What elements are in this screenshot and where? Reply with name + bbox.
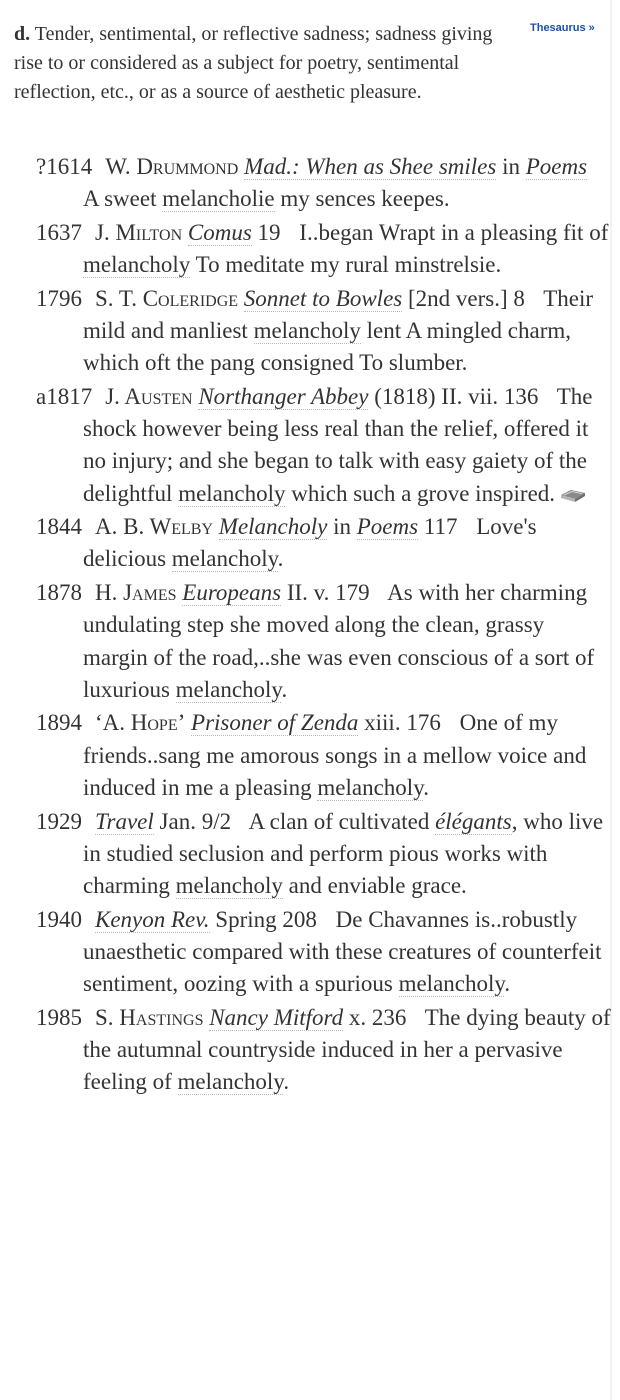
quote-text-mid: , who live in studied seclusion and perform pious works with charming xyxy=(83,808,604,898)
quote-date: a1817 xyxy=(36,383,93,409)
quotation-item xyxy=(36,151,614,215)
quotation-item xyxy=(36,1002,614,1099)
quote-date: 1940 xyxy=(36,906,82,932)
quotation-item xyxy=(36,381,614,510)
quote-text-before: A sweet xyxy=(83,186,163,212)
quote-date: ?1614 xyxy=(36,154,93,179)
quote-keyword[interactable]: melancholy xyxy=(253,318,361,344)
quote-author: ‘A. Hope’ xyxy=(95,710,186,736)
sense-definition xyxy=(14,20,504,107)
quote-text-before: Their mild and manliest xyxy=(83,285,594,344)
quote-text-before: The dying beauty of the autumnal countryside induced in her a pervasive feeling of xyxy=(83,1004,611,1095)
quote-text-after: . xyxy=(277,546,284,572)
quote-title-suffix: in xyxy=(496,154,520,179)
quote-text-after: . xyxy=(423,774,429,800)
quotation-item xyxy=(36,283,614,380)
quote-ref: xiii. 176 xyxy=(364,710,441,736)
quote-author: J. Austen xyxy=(105,383,193,409)
definition-text: Tender, sentimental, or reflective sadness; sadness giving rise to or considered as a subject for poetry, sentimental reflection, etc., or as a source of aesthetic pleasure. xyxy=(14,23,493,103)
quote-author: S. T. Coleridge xyxy=(95,285,239,311)
quote-date: 1844 xyxy=(36,514,82,540)
quote-text-after: . xyxy=(281,676,288,702)
quote-author: S. Hastings xyxy=(95,1004,204,1030)
thesaurus-link[interactable]: Thesaurus » xyxy=(530,22,595,34)
quote-text-before: As with her charming undulating step she moved along the clean, grassy margin of the road,..she was even conscious of a sort of luxurious xyxy=(83,580,595,702)
quote-date: 1985 xyxy=(36,1004,82,1030)
quote-text-before: Love's delicious xyxy=(83,514,537,572)
quote-title[interactable]: Melancholy xyxy=(218,514,328,540)
quotation-item xyxy=(36,707,614,804)
quote-text-after: To meditate my rural minstrelsie. xyxy=(190,252,502,278)
quote-title[interactable]: Comus xyxy=(187,219,252,245)
quote-text-before: One of my friends..sang me amorous songs in a mellow voice and induced in me a pleasing xyxy=(83,710,587,800)
book-icon[interactable] xyxy=(559,486,587,504)
quote-ref: 117 xyxy=(423,514,458,540)
quote-text-after: which such a grove inspired. xyxy=(285,480,556,506)
quote-keyword[interactable]: melancholy xyxy=(177,1069,284,1095)
quote-text-before: I..began Wrapt in a pleasing fit of xyxy=(299,219,609,245)
quote-text-after: lent A mingled charm, which oft the pang consigned To slumber. xyxy=(83,318,572,376)
quote-title[interactable]: Sonnet to Bowles xyxy=(243,285,403,311)
quote-date: 1894 xyxy=(36,710,82,736)
quote-ref: II. v. 179 xyxy=(286,580,370,606)
quote-keyword[interactable]: melancholy xyxy=(175,872,283,898)
quote-ref: 19 xyxy=(257,219,281,245)
quote-title[interactable]: Europeans xyxy=(182,580,282,606)
quotation-item xyxy=(36,806,614,903)
quote-keyword[interactable]: melancholie xyxy=(162,186,275,212)
quote-title[interactable]: Northanger Abbey xyxy=(198,383,369,409)
quote-author: W. Drummond xyxy=(105,154,239,179)
quote-ref: Jan. 9/2 xyxy=(159,808,232,834)
quote-date: 1878 xyxy=(36,580,82,606)
quote-keyword[interactable]: melancholy xyxy=(83,252,191,278)
quote-text-after: and enviable grace. xyxy=(282,872,467,898)
quote-italic-word: élégants xyxy=(435,808,512,834)
quote-keyword[interactable]: melancholy xyxy=(178,480,286,506)
quote-title[interactable]: Kenyon Rev. xyxy=(95,906,210,932)
quote-date: 1796 xyxy=(36,285,82,311)
quote-text-before: The shock however being less real than the relief, offered it no injury; and she began to talk with easy gaiety of the delightful xyxy=(83,383,593,506)
quote-title-secondary[interactable]: Poems xyxy=(356,514,419,540)
quotation-item xyxy=(36,511,614,575)
quote-author: H. James xyxy=(95,580,177,606)
quote-text-after: . xyxy=(283,1069,290,1095)
quote-text-before: De Chavannes is..robustly unaesthetic compared with these creatures of counterfeit sentiment, oozing with a spurious xyxy=(83,906,602,997)
quote-ref: [2nd vers.] 8 xyxy=(407,285,525,311)
quote-keyword[interactable]: melancholy xyxy=(398,971,505,997)
quote-date: 1637 xyxy=(36,219,82,245)
quote-title-suffix: in xyxy=(327,514,351,540)
quote-ref: Spring 208 xyxy=(215,906,317,932)
quotation-list xyxy=(36,151,614,1100)
quote-author: A. B. Welby xyxy=(95,514,214,540)
quote-text-before: A clan of cultivated xyxy=(248,808,436,834)
quote-ref: x. 236 xyxy=(348,1004,407,1030)
quotation-item xyxy=(36,217,614,281)
quotation-item xyxy=(36,577,614,706)
quote-author: J. Milton xyxy=(95,219,183,245)
quote-text-after: my sences keepes. xyxy=(274,186,450,212)
quote-keyword[interactable]: melancholy xyxy=(171,546,278,572)
quote-date: 1929 xyxy=(36,808,82,834)
quote-ref: (1818) II. vii. 136 xyxy=(374,383,539,409)
quote-keyword[interactable]: melancholy xyxy=(175,676,282,702)
quote-keyword[interactable]: melancholy xyxy=(317,774,424,800)
quotation-item xyxy=(36,904,614,1001)
quote-title[interactable]: Mad.: When as Shee smiles xyxy=(244,154,497,179)
quote-title-secondary[interactable]: Poems xyxy=(525,154,588,179)
sense-letter: d. xyxy=(14,23,31,45)
quote-title[interactable]: Nancy Mitford xyxy=(209,1004,344,1030)
quote-text-after: . xyxy=(504,971,511,997)
quote-title[interactable]: Travel xyxy=(95,808,154,834)
quote-title[interactable]: Prisoner of Zenda xyxy=(191,710,359,736)
